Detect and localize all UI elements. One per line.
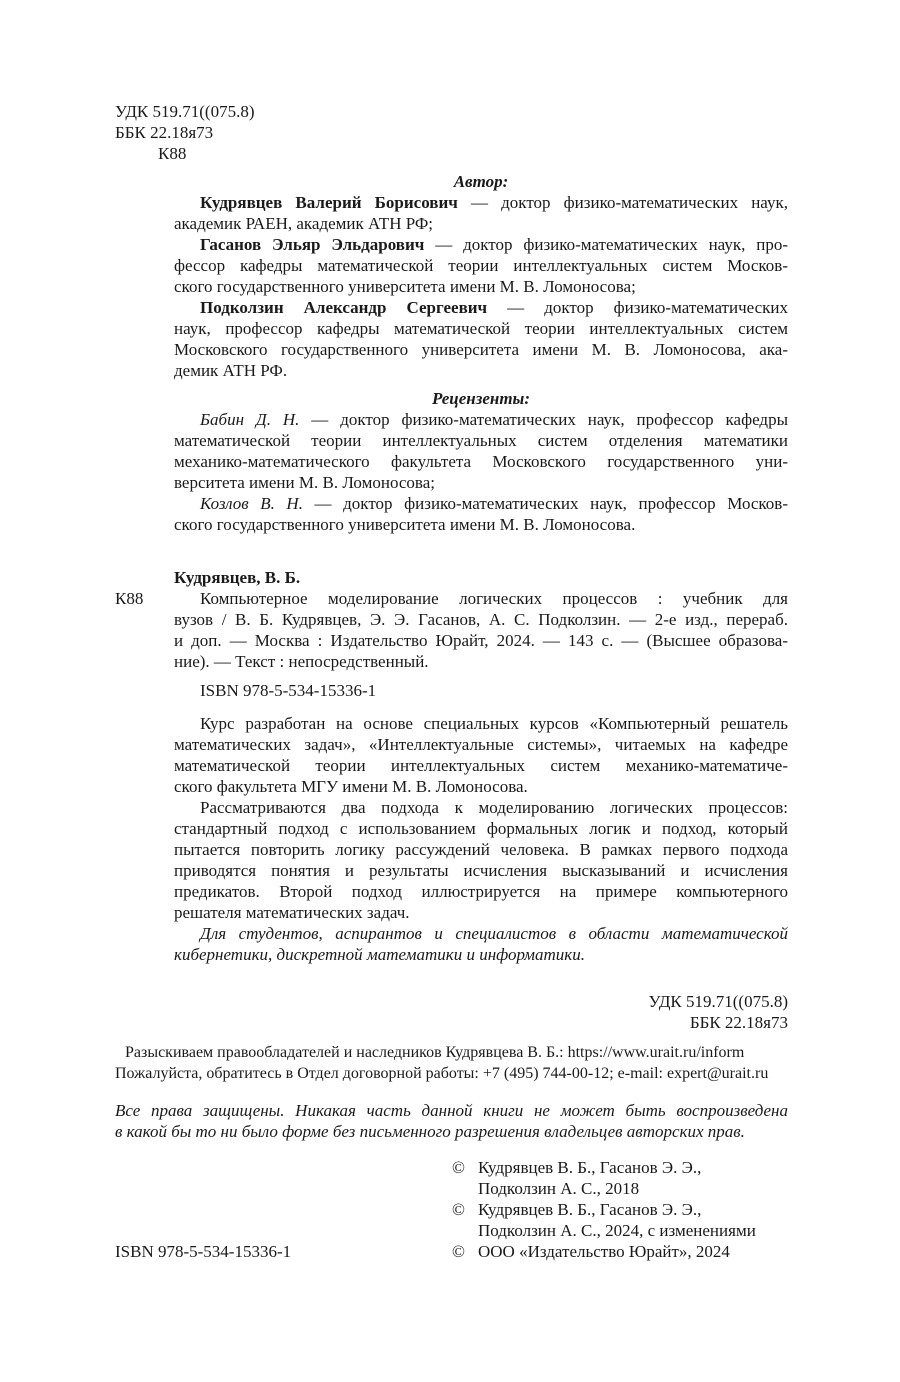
author-heading: Автор: [453,172,509,191]
author-1-line-2: академик РАЕН, академик АТН РФ; [174,214,434,233]
copyright-1-line-1: Кудрявцев В. Б., Гасанов Э. Э., [478,1158,702,1177]
author-3-name: Подколзин Александр Сергеевич [200,298,488,317]
annotation-audience-line-2: кибернетики, дискретной математики и информатики. [174,945,585,964]
annotation-p2-line-1: Рассматриваются два подхода к моделированию логических процессов: [200,798,788,817]
annotation-p1-line-2: математических задач», «Интеллектуальные системы», читаемых на кафедре [174,735,788,754]
copyright-symbol-3: © [452,1242,465,1261]
bbk-code: ББК 22.18я73 [115,123,214,142]
reviewer-1-line-4: верситета имени М. В. Ломоносова; [174,473,436,492]
reviewer-2-name: Козлов В. Н. [200,494,303,513]
copyright-symbol-1: © [452,1158,465,1177]
annotation-p2-line-4: приводятся понятия и результаты исчисления высказываний и исчисления [174,861,788,880]
bib-line-1: Компьютерное моделирование логических процессов : учебник для [200,589,788,608]
reviewer-1-line-1: Бабин Д. Н. — доктор физико-математических наук, профессор кафедры [200,410,788,429]
annotation-audience-line-1: Для студентов, аспирантов и специалистов в области математической [200,924,788,943]
author-3-line-1: Подколзин Александр Сергеевич — доктор физико-математических [200,298,789,317]
reviewer-2-line-2: ского государственного университета имени М. В. Ломоносова. [174,515,636,534]
bib-line-2: вузов / В. Б. Кудрявцев, Э. Э. Гасанов, А. С. Подколзин. — 2-е изд., перераб. [174,610,788,629]
reviewer-2-line-1: Козлов В. Н. — доктор физико-математических наук, профессор Москов- [200,494,788,513]
annotation-p1-line-3: математической теории интеллектуальных систем механико-математиче- [174,756,788,775]
copyright-1-line-2: Подколзин А. С., 2018 [478,1179,640,1198]
contact-line-2: Пожалуйста, обратитесь в Отдел договорной работы: +7 (495) 744-00-12; e-mail: expert@urait.ru [115,1065,769,1082]
author-2-line-1: Гасанов Эльяр Эльдарович — доктор физико-математических наук, про- [200,235,788,254]
copyright-3-line-1: ООО «Издательство Юрайт», 2024 [478,1242,730,1261]
annotation-p2-line-5: предикатов. Второй подход иллюстрируется на примере компьютерного [174,882,788,901]
author-1-name: Кудрявцев Валерий Борисович [200,193,458,212]
annotation-p1-line-4: ского факультета МГУ имени М. В. Ломоносова. [174,777,528,796]
reviewers-heading: Рецензенты: [431,389,531,408]
author-2-name: Гасанов Эльяр Эльдарович [200,235,425,254]
bbk-code-right: ББК 22.18я73 [689,1013,788,1032]
reviewer-1-line-3: механико-математического факультета Московского государственного уни- [174,452,788,471]
copyright-2-line-2: Подколзин А. С., 2024, с изменениями [478,1221,756,1240]
udk-code: УДК 519.71((075.8) [115,102,255,121]
bib-line-4: ние). — Текст : непосредственный. [174,652,429,671]
author-3-line-2: наук, профессор кафедры математической теории интеллектуальных систем [174,319,788,338]
rights-line-2: в какой бы то ни было форме без письменного разрешения владельцев авторских прав. [115,1122,745,1141]
bib-heading: Кудрявцев, В. Б. [174,568,301,587]
udk-code-right: УДК 519.71((075.8) [648,992,788,1011]
annotation-p2-line-6: решателя математических задач. [174,903,410,922]
bib-line-3: и доп. — Москва : Издательство Юрайт, 2024. — 143 с. — (Высшее образова- [174,631,788,650]
author-3-line-3: Московского государственного университета имени М. В. Ломоносова, ака- [174,340,788,359]
copyright-2-line-1: Кудрявцев В. Б., Гасанов Э. Э., [478,1200,702,1219]
author-3-line-4: демик АТН РФ. [174,361,288,380]
bib-author-mark: К88 [115,589,144,608]
bib-isbn: ISBN 978-5-534-15336-1 [200,681,377,700]
author-mark: К88 [158,144,187,163]
contact-line-1: Разыскиваем правообладателей и наследников Кудрявцева В. Б.: https://www.urait.ru/inform [125,1044,745,1061]
copyright-symbol-2: © [452,1200,465,1219]
author-2-line-3: ского государственного университета имени М. В. Ломоносова; [174,277,636,296]
annotation-p1-line-1: Курс разработан на основе специальных курсов «Компьютерный решатель [200,714,788,733]
annotation-p2-line-3: пытается повторить логику рассуждений человека. В рамках первого подхода [174,840,788,859]
reviewer-1-line-2: математической теории интеллектуальных систем отделения математики [174,431,788,450]
author-2-line-2: фессор кафедры математической теории интеллектуальных систем Москов- [174,256,788,275]
rights-line-1: Все права защищены. Никакая часть данной книги не может быть воспроизведена [115,1101,788,1120]
author-1-line-1: Кудрявцев Валерий Борисович — доктор физико-математических наук, [200,193,788,212]
reviewer-1-name: Бабин Д. Н. [200,410,300,429]
isbn-bottom: ISBN 978-5-534-15336-1 [115,1242,292,1261]
annotation-p2-line-2: стандартный подход с использованием формальных логик и подход, который [174,819,788,838]
